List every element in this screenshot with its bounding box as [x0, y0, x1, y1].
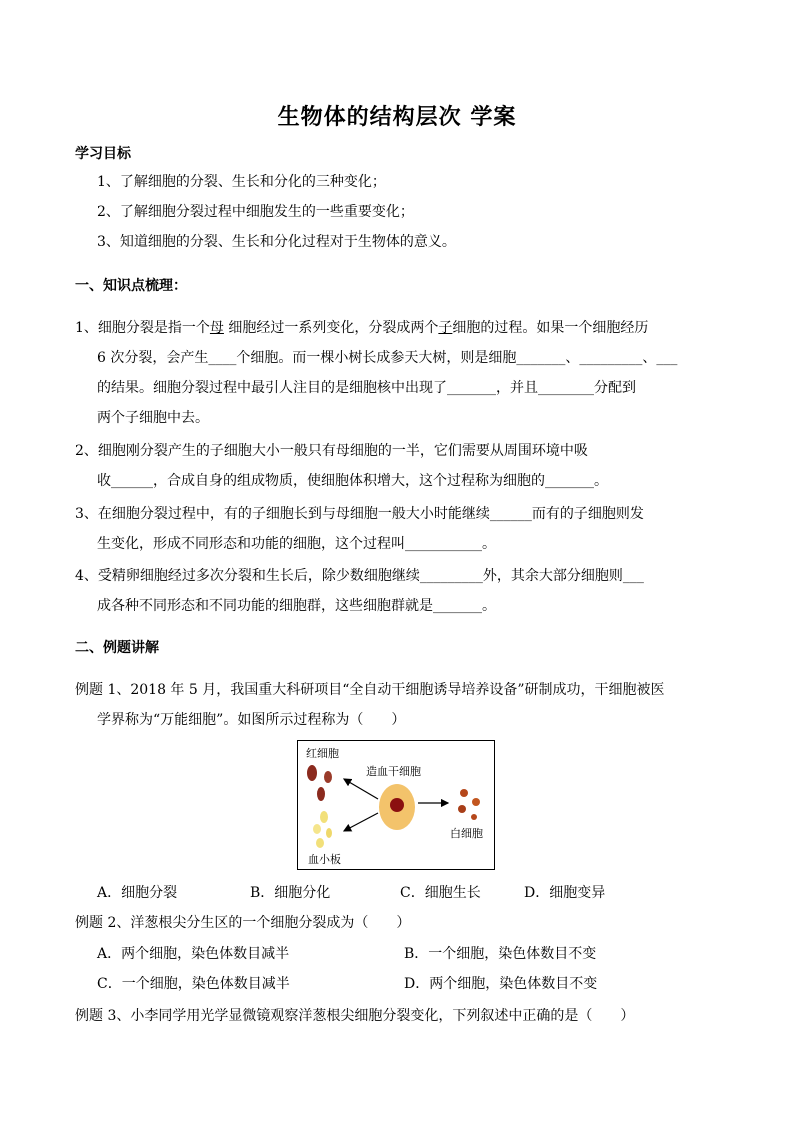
question-3-line-2: 生变化，形成不同形态和功能的细胞，这个过程叫___________。 — [97, 536, 496, 552]
red-cell — [317, 787, 325, 801]
example-1-option-c: C．细胞生长 — [400, 885, 481, 901]
arrow-to-red-cells — [344, 779, 378, 799]
stem-cell — [379, 784, 415, 830]
question-1-line-1: 1、细胞分裂是指一个母 细胞经过一系列变化，分裂成两个子细胞的过程。如果一个细胞经历 — [75, 320, 649, 336]
red-blood-cells — [307, 765, 332, 801]
section2-heading: 二、例题讲解 — [75, 640, 159, 656]
example-2-option-c: C．一个细胞，染色体数目减半 — [97, 976, 290, 992]
platelet — [313, 824, 321, 834]
white-cell — [458, 805, 466, 813]
objective-item-2: 2、了解细胞分裂过程中细胞发生的一些重要变化； — [97, 204, 414, 220]
white-cell — [472, 798, 480, 806]
question-2-line-2: 收______，合成自身的组成物质，使细胞体积增大，这个过程称为细胞的_______。 — [97, 473, 608, 489]
platelets — [313, 811, 332, 848]
example-2-question: 例题 2、洋葱根尖分生区的一个细胞分裂成为（ ） — [75, 915, 411, 931]
example-2-option-b: B．一个细胞，染色体数目不变 — [404, 946, 597, 962]
objective-item-1: 1、了解细胞的分裂、生长和分化的三种变化； — [97, 174, 386, 190]
stem-cell-nucleus — [390, 798, 404, 812]
example-1-option-d: D．细胞变异 — [524, 885, 606, 901]
objective-item-3: 3、知道细胞的分裂、生长和分化过程对于生物体的意义。 — [97, 234, 456, 250]
label-red-cell: 红细胞 — [306, 747, 339, 760]
page-title: 生物体的结构层次 学案 — [277, 105, 517, 130]
question-1-line-2: 6 次分裂，会产生____个细胞。而一棵小树长成参天大树，则是细胞_______、_________、___ — [97, 350, 678, 366]
question-2-line-1: 2、细胞刚分裂产生的子细胞大小一般只有母细胞的一半，它们需要从周围环境中吸 — [75, 443, 588, 459]
example-2-option-a: A．两个细胞，染色体数目减半 — [97, 946, 290, 962]
question-4-line-1: 4、受精卵细胞经过多次分裂和生长后，除少数细胞继续_________外，其余大部分细胞则___ — [75, 568, 644, 584]
blank-filled-mu: 母 — [209, 320, 224, 336]
example-3-question: 例题 3、小李同学用光学显微镜观察洋葱根尖细胞分裂变化，下列叙述中正确的是（ ） — [75, 1008, 635, 1024]
white-cell — [471, 814, 477, 820]
label-white-cell: 白细胞 — [450, 827, 483, 840]
example-1-option-b: B．细胞分化 — [250, 885, 331, 901]
section1-heading: 一、知识点梳理： — [75, 278, 187, 294]
red-cell — [307, 765, 317, 781]
question-1-line-3: 的结果。细胞分裂过程中最引人注目的是细胞核中出现了_______，并且________分配到 — [97, 380, 636, 396]
arrow-to-platelets — [344, 813, 378, 831]
question-4-line-2: 成各种不同形态和不同功能的细胞群，这些细胞群就是_______。 — [97, 598, 496, 614]
platelet — [316, 838, 324, 848]
platelet — [320, 811, 328, 823]
example-2-option-d: D．两个细胞，染色体数目不变 — [404, 976, 598, 992]
objectives-heading: 学习目标 — [75, 146, 131, 162]
cell-differentiation-figure — [297, 740, 495, 870]
label-platelet: 血小板 — [308, 853, 341, 866]
label-stem-cell: 造血干细胞 — [366, 765, 421, 778]
figure-drawing — [298, 741, 494, 869]
example-1-option-a: A．细胞分裂 — [97, 885, 178, 901]
blank-filled-zi: 子 — [438, 320, 453, 336]
example-1-line-1: 例题 1、2018 年 5 月，我国重大科研项目“全自动干细胞诱导培养设备”研制成功，干细胞被医 — [75, 682, 665, 698]
example-1-line-2: 学界称为“万能细胞”。如图所示过程称为（ ） — [97, 712, 406, 728]
question-1-line-4: 两个子细胞中去。 — [97, 410, 209, 426]
platelet — [326, 828, 332, 838]
white-blood-cells — [458, 789, 480, 820]
white-cell — [460, 789, 468, 797]
red-cell — [324, 771, 332, 783]
question-3-line-1: 3、在细胞分裂过程中，有的子细胞长到与母细胞一般大小时能继续______而有的子细胞则发 — [75, 506, 644, 522]
